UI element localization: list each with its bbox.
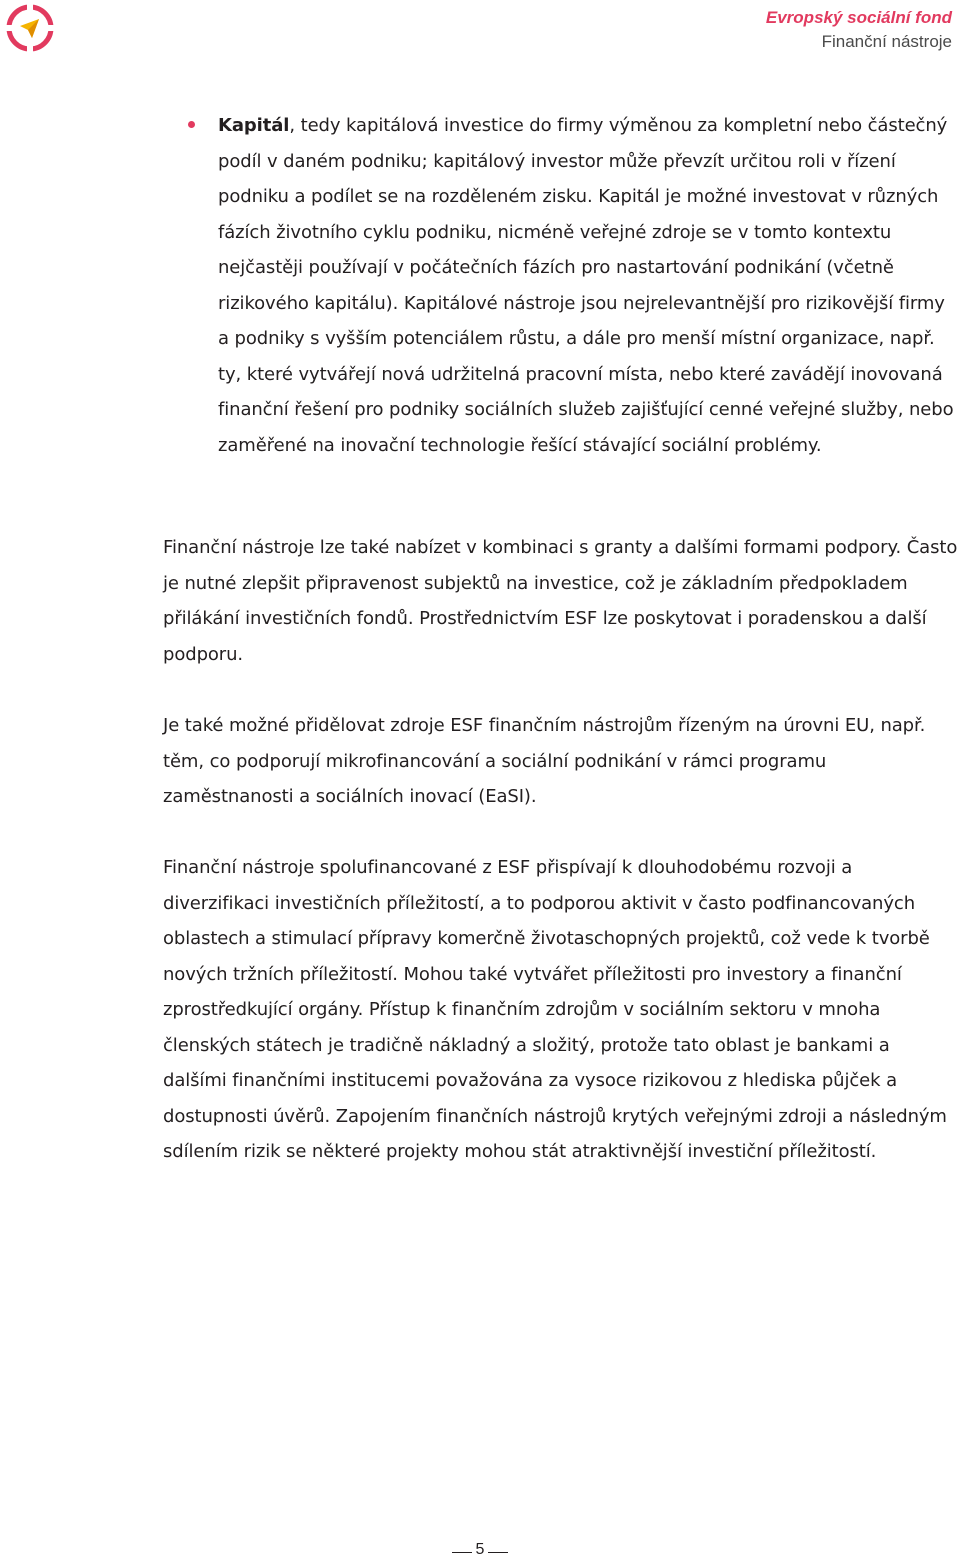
capital-bullet-item — [218, 108, 958, 463]
paragraph-long-term-development: Finanční nástroje spolufinancované z ESF přispívají k dlouhodobému rozvoji a diverzifikaci investičních příležitostí, a to podporou aktivit v často podfinancovaných oblastech a stimulací přípravy komerčně životaschopných projektů, což vede k tvorbě nových tržních příležitostí. Mohou také vytvářet příležitosti pro investory a finanční zprostředkující orgány. Přístup k finančním zdrojům v sociálním sektoru v mnoha členských státech je tradičně nákladný a složitý, protože tato oblast je bankami a dalšími finančními institucemi považována za vysoce rizikovou z hlediska půjček a dostupnosti úvěrů. Zapojením finančních nástrojů krytých veřejnými zdroji a následným sdílením rizik se některé projekty mohou stát atraktivnější investiční příležitostí. — [163, 857, 947, 1162]
footer-divider-left — [452, 1552, 472, 1553]
page-number: 5 — [475, 1541, 485, 1558]
bullet-lead-term: Kapitál — [218, 115, 290, 136]
bullet-point-icon — [188, 121, 195, 128]
header-org-title: Evropský sociální fond — [765, 8, 952, 27]
bullet-body-text: , tedy kapitálová investice do firmy výměnou za kompletní nebo částečný podíl v daném podniku; kapitálový investor může převzít určitou roli v řízení podniku a podílet se na rozděleném zisku. Kapitál je možné investovat v různých fázích životního cyklu podniku, nicméně veřejné zdroje se v tomto kontextu nejčastěji používají v počátečních fázích pro nastartování podnikání (včetně rizikového kapitálu). Kapitálové nástroje jsou nejrelevantnější pro rizikovější firmy a podniky s vyšším potenciálem růstu, a dále pro menší místní organizace, např. ty, které vytvářejí nová udržitelná pracovní místa, nebo které zavádějí inovovaná finanční řešení pro podniky sociálních služeb zajišťující cenné veřejné služby, nebo zaměřené na inovační technologie řešící stávající sociální problémy. — [218, 115, 954, 456]
page-footer — [0, 1540, 960, 1560]
header-section-title: Finanční nástroje — [821, 32, 952, 51]
esf-logo-icon — [6, 4, 54, 52]
footer-divider-right — [488, 1552, 508, 1553]
page-header — [766, 6, 952, 54]
paragraph-eu-level-instruments: Je také možné přidělovat zdroje ESF finančním nástrojům řízeným na úrovni EU, např. těm, co podporují mikrofinancování a sociální podnikání v rámci programu zaměstnanosti a sociálních inovací (EaSI). — [163, 715, 926, 807]
paragraph-combination-support: Finanční nástroje lze také nabízet v kombinaci s granty a dalšími formami podpory. Často je nutné zlepšit připravenost subjektů na investice, což je základním předpokladem přilákání investičních fondů. Prostřednictvím ESF lze poskytovat i poradenskou a další podporu. — [163, 537, 958, 665]
